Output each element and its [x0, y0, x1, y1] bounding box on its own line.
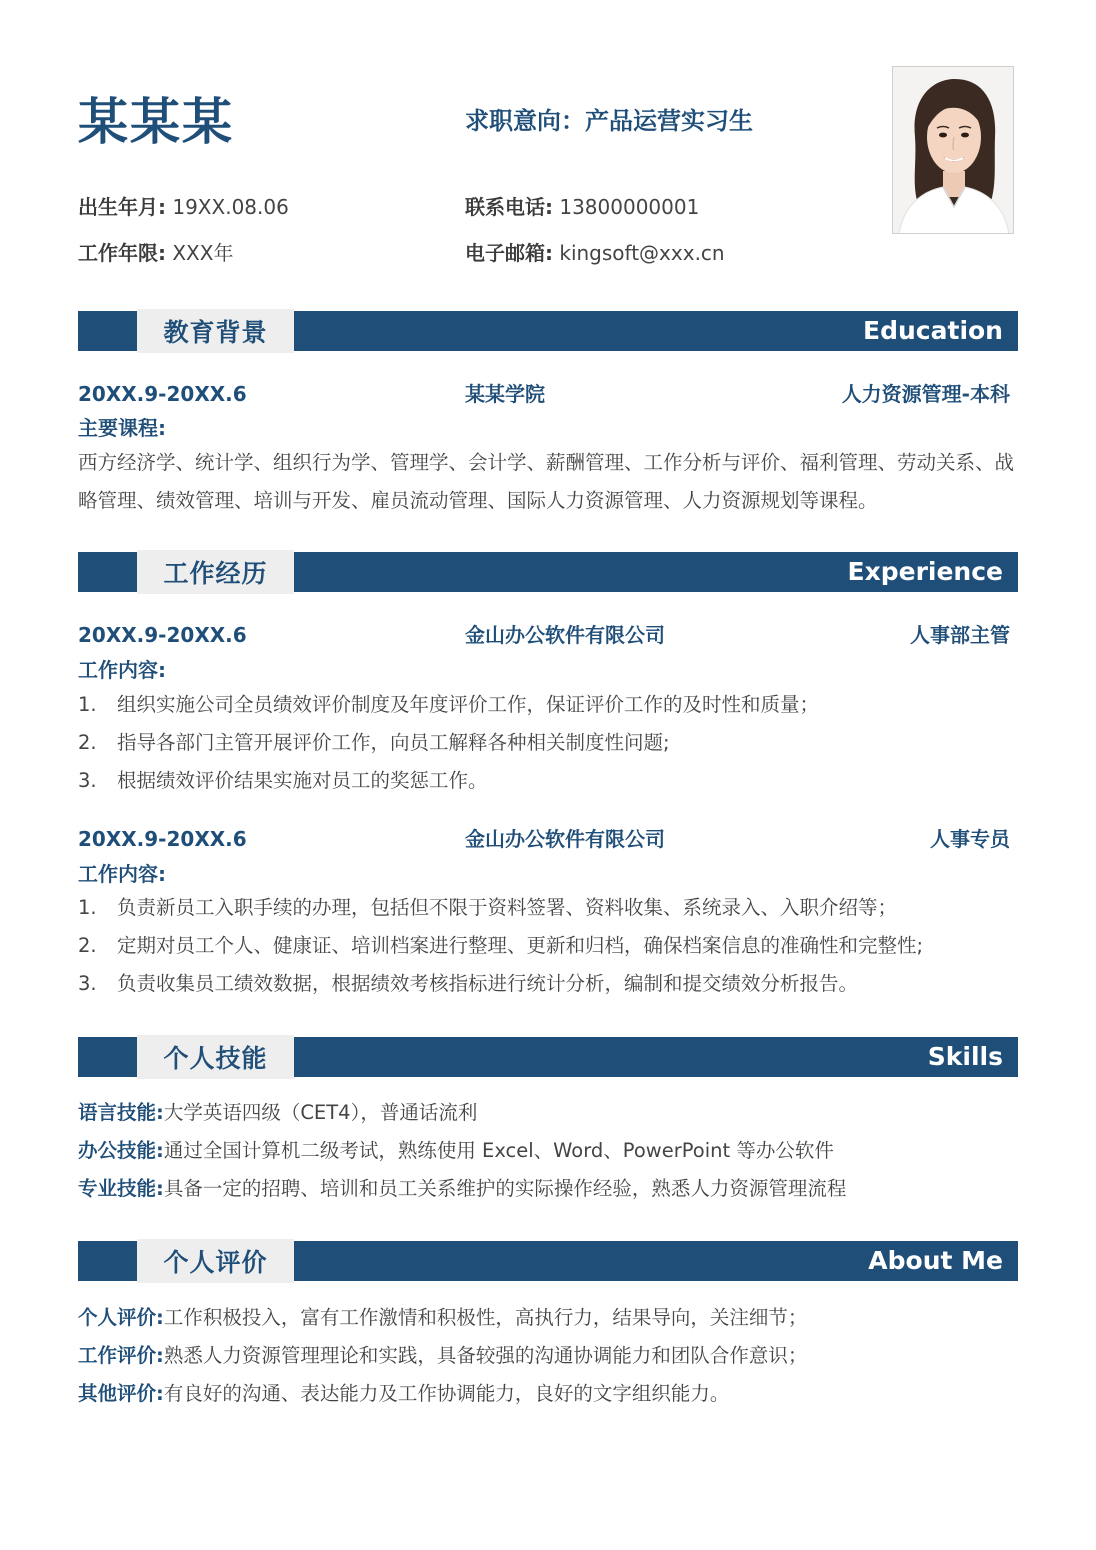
skills-section-title: 个人技能	[137, 1035, 294, 1079]
profile-photo	[892, 66, 1014, 234]
info-birth-value: 19XX.08.06	[172, 195, 289, 219]
job-content-label: 工作内容:	[78, 862, 166, 886]
courses-label: 主要课程:	[78, 416, 166, 440]
education-section-title: 教育背景	[137, 309, 294, 353]
about-item-personal: 个人评价:工作积极投入，富有工作激情和积极性，高执行力，结果导向，关注细节；	[78, 1306, 808, 1329]
list-item: 1. 组织实施公司全员绩效评价制度及年度评价工作，保证评价工作的及时性和质量；	[78, 693, 820, 716]
about-section-title: 个人评价	[137, 1239, 294, 1283]
education-major: 人力资源管理-本科	[841, 382, 1010, 406]
job-role: 人事部主管	[910, 623, 1010, 647]
list-item: 3. 负责收集员工绩效数据，根据绩效考核指标进行统计分析，编制和提交绩效分析报告。	[78, 972, 859, 995]
list-item: 2. 定期对员工个人、健康证、培训档案进行整理、更新和归档，确保档案信息的准确性和完整性;	[78, 934, 924, 957]
experience-section-title-en: Experience	[847, 557, 1003, 586]
job-role: 人事专员	[930, 827, 1010, 851]
education-period: 20XX.9-20XX.6	[78, 382, 247, 406]
job-period: 20XX.9-20XX.6	[78, 623, 247, 647]
skills-section-title-en: Skills	[927, 1042, 1003, 1071]
job-duty-list	[78, 686, 1018, 800]
education-row	[78, 379, 1010, 409]
job-company: 金山办公软件有限公司	[465, 623, 665, 647]
skills-list	[78, 1094, 1018, 1208]
job-content-label: 工作内容:	[78, 658, 166, 682]
info-birth-label: 出生年月:	[78, 195, 166, 219]
skill-item-office: 办公技能:通过全国计算机二级考试，熟练使用 Excel、Word、PowerPoint 等办公软件	[78, 1139, 834, 1162]
info-email-label: 电子邮箱:	[465, 241, 553, 265]
info-years	[78, 238, 233, 268]
info-phone-value: 13800000001	[559, 195, 700, 219]
job-company: 金山办公软件有限公司	[465, 827, 665, 851]
info-years-value: XXX年	[172, 241, 234, 265]
courses-text: 西方经济学、统计学、组织行为学、管理学、会计学、薪酬管理、工作分析与评价、福利管理、劳动关系、战略管理、绩效管理、培训与开发、雇员流动管理、国际人力资源管理、人力资源规划等课程。	[78, 451, 1015, 512]
candidate-name: 某某某	[78, 93, 234, 151]
list-item: 3. 根据绩效评价结果实施对员工的奖惩工作。	[78, 769, 488, 792]
job-period: 20XX.9-20XX.6	[78, 827, 247, 851]
about-section-title-en: About Me	[868, 1246, 1003, 1275]
job-duty-list	[78, 889, 1018, 1003]
list-item: 2. 指导各部门主管开展评价工作，向员工解释各种相关制度性问题;	[78, 731, 670, 754]
skill-item-language: 语言技能:大学英语四级（CET4），普通话流利	[78, 1101, 478, 1124]
info-birth	[78, 192, 289, 222]
info-email-value: kingsoft@xxx.cn	[559, 241, 725, 265]
info-phone	[465, 192, 699, 222]
experience-section-title: 工作经历	[137, 550, 294, 594]
info-phone-label: 联系电话:	[465, 195, 553, 219]
info-years-label: 工作年限:	[78, 241, 166, 265]
list-item: 1. 负责新员工入职手续的办理，包括但不限于资料签署、资料收集、系统录入、入职介绍等；	[78, 896, 898, 919]
about-list	[78, 1299, 1018, 1413]
about-item-other: 其他评价:有良好的沟通、表达能力及工作协调能力，良好的文字组织能力。	[78, 1382, 730, 1405]
education-section-title-en: Education	[863, 316, 1003, 345]
skill-item-professional: 专业技能:具备一定的招聘、培训和员工关系维护的实际操作经验，熟悉人力资源管理流程	[78, 1177, 847, 1200]
education-school: 某某学院	[465, 382, 545, 406]
job-row	[78, 620, 1010, 650]
info-email	[465, 238, 725, 268]
job-intent: 求职意向：产品运营实习生	[465, 107, 753, 135]
about-item-work: 工作评价:熟悉人力资源管理理论和实践，具备较强的沟通协调能力和团队合作意识；	[78, 1344, 808, 1367]
job-row	[78, 824, 1010, 854]
